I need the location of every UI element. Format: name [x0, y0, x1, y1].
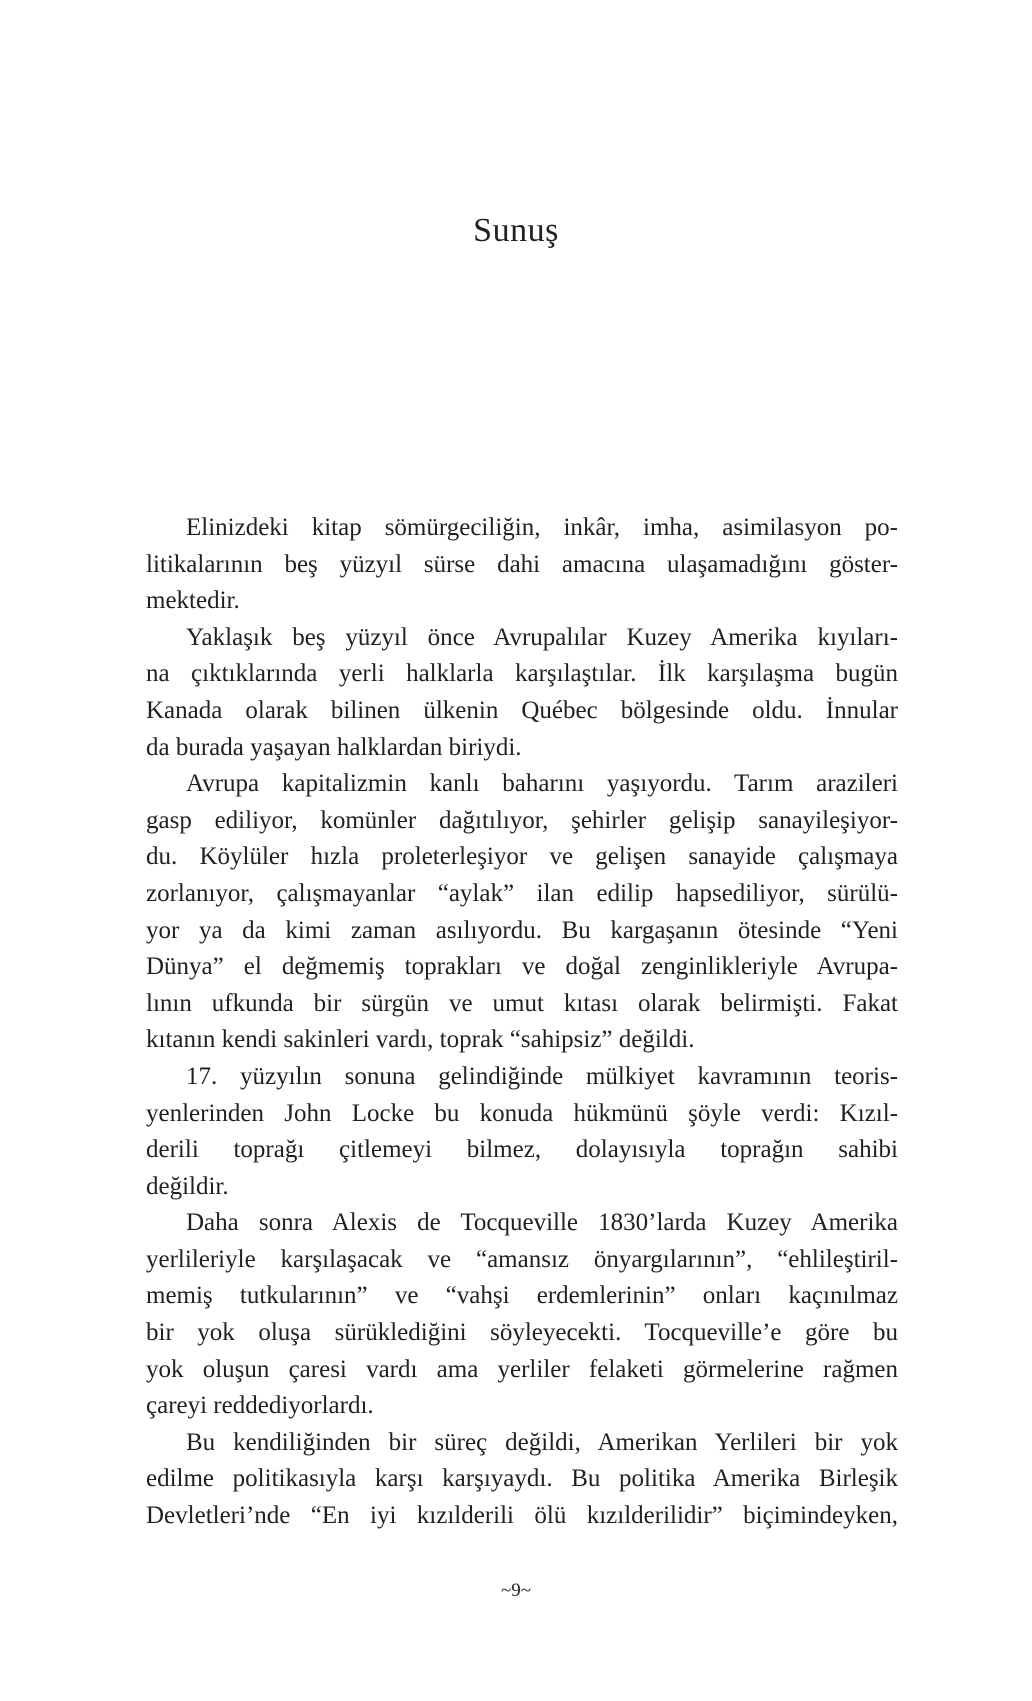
text-line: lının ufkunda bir sürgün ve umut kıtası olarak belirmişti. Fakat: [146, 989, 898, 1017]
text-line: Elinizdeki kitap sömürgeciliğin, inkâr, imha, asimilasyon po-: [186, 514, 898, 541]
text-line: derili toprağı çitlemeyi bilmez, dolayısıyla toprağın sahibi: [146, 1136, 898, 1164]
text-line: yor ya da kimi zaman asılıyordu. Bu kargaşanın ötesinde “Yeni: [146, 916, 898, 944]
text-line: Dünya” el değmemiş toprakları ve doğal zenginlikleriyle Avrupa-: [146, 953, 898, 981]
paragraph: [146, 1059, 898, 1205]
paragraph: [146, 510, 898, 620]
text-line: Bu kendiliğinden bir süreç değildi, Amerikan Yerlileri bir yok: [186, 1428, 898, 1456]
paragraph: [146, 766, 898, 1059]
text-line: değildir.: [146, 1172, 229, 1200]
text-line: litikalarının beş yüzyıl sürse dahi amacına ulaşamadığını göster-: [146, 550, 898, 578]
text-line: çareyi reddediyorlardı.: [146, 1392, 374, 1420]
text-line: kıtanın kendi sakinleri vardı, toprak “sahipsiz” değildi.: [146, 1026, 695, 1054]
text-line: Kanada olarak bilinen ülkenin Québec bölgesinde oldu. İnnular: [146, 696, 898, 724]
text-line: na çıktıklarında yerli halklarla karşılaştılar. İlk karşılaşma bugün: [146, 660, 898, 688]
text-line: 17. yüzyılın sonuna gelindiğinde mülkiyet kavramının teoris-: [186, 1062, 898, 1090]
text-line: yok oluşun çaresi vardı ama yerliler felaketi görmelerine rağmen: [146, 1355, 898, 1383]
text-line: memiş tutkularının” ve “vahşi erdemlerinin” onları kaçınılmaz: [146, 1282, 898, 1310]
paragraph: [146, 1425, 898, 1535]
text-line: da burada yaşayan halklardan biriydi.: [146, 733, 522, 761]
text-line: zorlanıyor, çalışmayanlar “aylak” ilan edilip hapsediliyor, sürülü-: [146, 879, 898, 907]
text-line: Devletleri’nde “En iyi kızılderili ölü kızılderilidir” biçimindeyken,: [146, 1502, 898, 1530]
text-line: bir yok oluşa sürüklediğini söyleyecekti. Tocqueville’e göre bu: [146, 1319, 898, 1347]
text-line: Daha sonra Alexis de Tocqueville 1830’larda Kuzey Amerika: [186, 1209, 898, 1237]
text-line: gasp ediliyor, komünler dağıtılıyor, şehirler gelişip sanayileşiyor-: [146, 806, 898, 834]
page-number: ~9~: [500, 1580, 532, 1601]
text-line: Yaklaşık beş yüzyıl önce Avrupalılar Kuzey Amerika kıyıları-: [186, 623, 898, 651]
paragraph: [146, 620, 898, 766]
text-line: yenlerinden John Locke bu konuda hükmünü şöyle verdi: Kızıl-: [146, 1099, 898, 1127]
chapter-title: Sunuş: [473, 212, 559, 249]
text-line: edilme politikasıyla karşı karşıyaydı. Bu politika Amerika Birleşik: [146, 1465, 898, 1493]
paragraph: [146, 1205, 898, 1425]
text-line: du. Köylüler hızla proleterleşiyor ve gelişen sanayide çalışmaya: [146, 843, 898, 871]
text-line: yerlileriyle karşılaşacak ve “amansız önyargılarının”, “ehlileştiril-: [146, 1245, 898, 1273]
text-line: mektedir.: [146, 587, 240, 615]
body-text: [146, 510, 898, 1535]
text-line: Avrupa kapitalizmin kanlı baharını yaşıyordu. Tarım arazileri: [186, 770, 898, 798]
